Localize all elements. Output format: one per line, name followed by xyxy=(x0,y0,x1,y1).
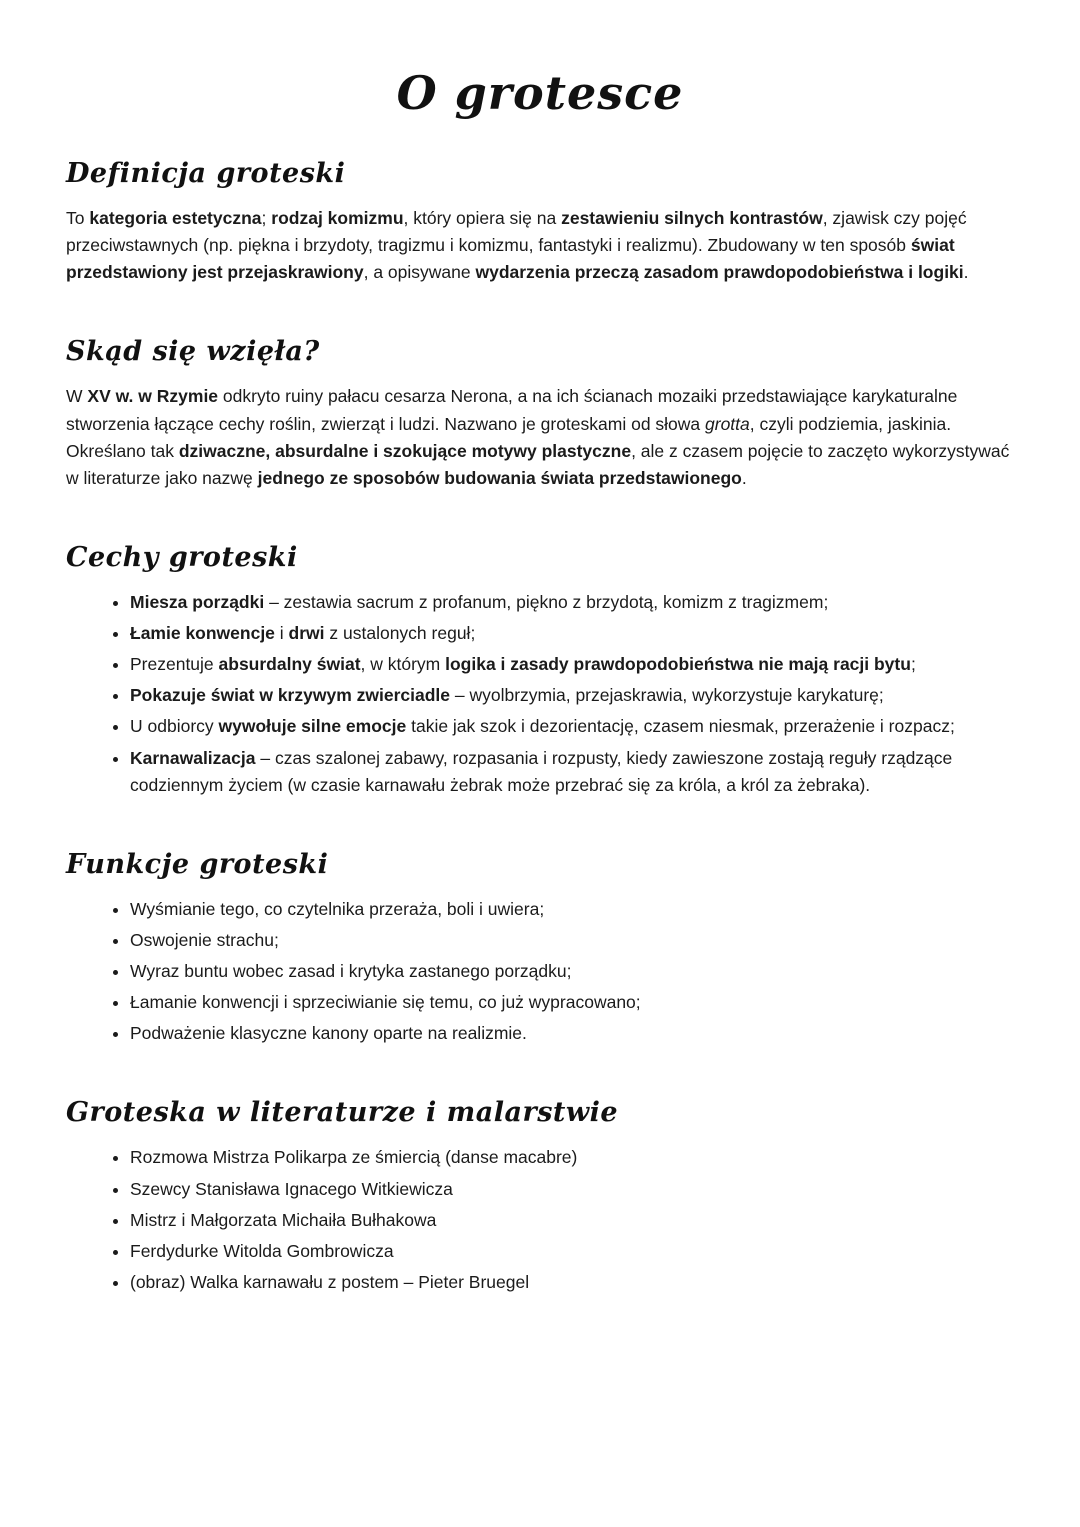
przyklady-list xyxy=(110,1144,1000,1296)
list-item: • Prezentuje absurdalny świat, w którym logika i zasady prawdopodobieństwa nie mają racji bytu; xyxy=(130,651,1000,678)
list-item: • Podważenie klasyczne kanony oparte na realizmie. xyxy=(130,1020,1000,1047)
document-title: O grotesce xyxy=(396,66,684,120)
list-item: • Pokazuje świat w krzywym zwierciadle – wyolbrzymia, przejaskrawia, wykorzystuje karykaturę; xyxy=(130,682,1000,709)
section-heading-cechy: Cechy groteski xyxy=(66,541,298,573)
list-item: • Ferdydurke Witolda Gombrowicza xyxy=(130,1238,1000,1265)
list-item: • Mistrz i Małgorzata Michaiła Bułhakowa xyxy=(130,1207,1000,1234)
paragraph-definicja: To kategoria estetyczna; rodzaj komizmu, który opiera się na zestawieniu silnych kontrastów, zjawisk czy pojęć przeciwstawnych (np. piękna i brzydoty, tragizmu i komizmu, fantastyki i realizmu). Zbudowany w ten sposób świat przedstawiony jest przejaskrawiony, a opisywane wydarzenia przeczą zasadom prawdopodobieństwa i logiki. xyxy=(66,208,969,283)
section-heading-pochodzenie: Skąd się wzięła? xyxy=(66,336,320,368)
list-item: • Oswojenie strachu; xyxy=(130,927,1000,954)
cechy-list xyxy=(110,589,1000,799)
list-item: • Łamie konwencje i drwi z ustalonych reguł; xyxy=(130,620,1000,647)
list-item: • Wyraz buntu wobec zasad i krytyka zastanego porządku; xyxy=(130,958,1000,985)
list-item: • (obraz) Walka karnawału z postem – Pieter Bruegel xyxy=(130,1269,1000,1296)
section-heading-przyklady: Groteska w literaturze i malarstwie xyxy=(66,1097,619,1129)
section-heading-definicja: Definicja groteski xyxy=(66,158,346,189)
section-pochodzenie xyxy=(66,336,1014,492)
section-definicja-groteski xyxy=(66,158,1014,286)
section-heading-funkcje: Funkcje groteski xyxy=(66,848,329,880)
funkcje-list xyxy=(110,896,1000,1048)
list-item: • Szewcy Stanisława Ignacego Witkiewicza xyxy=(130,1176,1000,1203)
section-funkcje-groteski xyxy=(66,849,1014,1048)
list-item: • Miesza porządki – zestawia sacrum z profanum, piękno z brzydotą, komizm z tragizmem; xyxy=(130,589,1000,616)
list-item: • Wyśmianie tego, co czytelnika przeraża, boli i uwiera; xyxy=(130,896,1000,923)
paragraph-pochodzenie: W XV w. w Rzymie odkryto ruiny pałacu cesarza Nerona, a na ich ścianach mozaiki przedstawiające karykaturalne stworzenia łączące cechy roślin, zwierząt i ludzi. Nazwano je groteskami od słowa grotta, czyli podziemia, jaskinia. Określano tak dziwaczne, absurdalne i szokujące motywy plastyczne, ale z czasem pojęcie to zaczęto wykorzystywać w literaturze jako nazwę jednego ze sposobów budowania świata przedstawionego. xyxy=(66,386,1010,488)
list-item: • Łamanie konwencji i sprzeciwianie się temu, co już wypracowano; xyxy=(130,989,1000,1016)
list-item: • Karnawalizacja – czas szalonej zabawy, rozpasania i rozpusty, kiedy zawieszone zostają reguły rządzące codziennym życiem (w czasie karnawału żebrak może przebrać się za króla, a król za żebraka). xyxy=(130,745,1000,799)
list-item: • U odbiorcy wywołuje silne emocje takie jak szok i dezorientację, czasem niesmak, przerażenie i rozpacz; xyxy=(130,713,1000,740)
section-cechy-groteski xyxy=(66,542,1014,799)
section-przyklady xyxy=(66,1097,1014,1296)
list-item: • Rozmowa Mistrza Polikarpa ze śmiercią (danse macabre) xyxy=(130,1144,1000,1171)
